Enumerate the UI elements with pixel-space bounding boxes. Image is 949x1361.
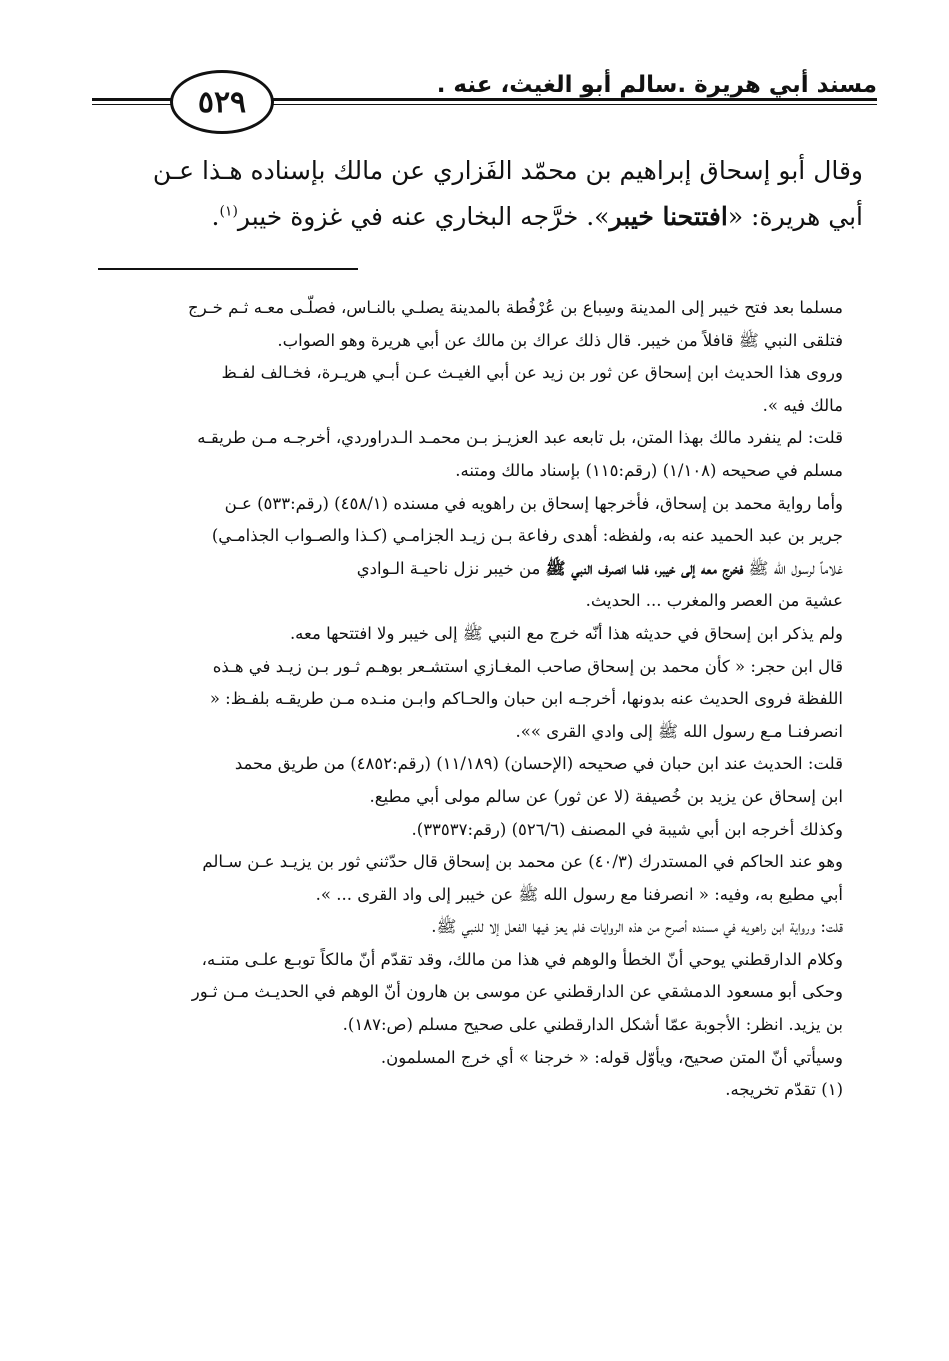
note-line: ولم يذكر ابن إسحاق في حديثه هذا أنّه خرج مع النبي ﷺ إلى خيبر ولا افتتحها معه. bbox=[289, 623, 843, 643]
note-line: وأما رواية محمد بن إسحاق، فأخرجها إسحاق بن راهويه في مسنده (٤٥٨/١) (رقم:٥٣٣) عـن bbox=[224, 493, 843, 513]
note-line: وحكى أبو مسعود الدمشقي عن الدارقطني عن موسى بن هارون أنّ الوهم في الحديـث مـن ثـور bbox=[191, 982, 843, 1002]
note-line: مالك فيه ». bbox=[762, 395, 843, 415]
main-line: وقال أبو إسحاق إبراهيم بن محمّد الفَزاري عن مالك بإسناده هـذا عـن bbox=[152, 156, 863, 185]
note-segment: من خيبر نزل ناحيـة الـوادي bbox=[356, 558, 546, 578]
note-line bbox=[123, 553, 843, 586]
main-text-segment: ». خرَّجه البخاري عنه في غزوة خيبر bbox=[237, 202, 610, 231]
note-line: وهو عند الحاكم في المستدرك (٤٠/٣) عن محمد بن إسحاق قال حدّثني ثور بن يزيـد عـن سـالم bbox=[202, 852, 843, 872]
note-line: قلت: الحديث عند ابن حبان في صحيحه (الإحسان) (١١/١٨٩) (رقم:٤٨٥٢) من طريق محمد bbox=[234, 754, 843, 774]
main-line bbox=[103, 194, 863, 240]
note-line: مسلما بعد فتح خيبر إلى المدينة وسِباع بن عُرْفُطة بالمدينة يصلـي بالنـاس، فصلّـى معـه ثـم خـرج bbox=[188, 298, 843, 317]
footnote-marker[interactable]: (١) bbox=[219, 203, 238, 220]
note-emphasis: فخرج معه إلى خيبر، فلما انصرف النبي ﷺ bbox=[545, 558, 744, 578]
note-line: وروى هذا الحديث ابن إسحاق عن ثور بن زيد عن أبي الغيـث عـن أبـي هريـرة، فخـالف لفـظ bbox=[221, 363, 843, 383]
main-text bbox=[103, 148, 863, 240]
note-line: مسلم في صحيحه (١/١٠٨) (رقم:١١٥) بإسناد مالك ومتنه. bbox=[455, 460, 843, 480]
note-line: وسيأتي أنّ المتن صحيح، ويأوّل قوله: « خرجنا » أي خرج المسلمون. bbox=[380, 1047, 843, 1067]
footnote-separator bbox=[98, 268, 358, 270]
note-line: جرير بن عبد الحميد عنه به، ولفظه: أهدى رفاعة بـن زيـد الجزامـي (كـذا والصـواب الجذامـي) bbox=[211, 526, 843, 546]
note-line: فتلقى النبي ﷺ قافلاً من خيبر. قال ذلك عراك بن مالك عن أبي هريرة وهو الصواب. bbox=[277, 330, 843, 350]
footnote-1: (١) تقدّم تخريجه. bbox=[725, 1080, 843, 1100]
note-line: ابن إسحاق عن يزيد بن خُصيفة (لا عن ثور) عن سالم مولى أبي مطيع. bbox=[369, 786, 843, 806]
footnotes bbox=[123, 292, 843, 1107]
main-text-segment: أبي هريرة: « bbox=[727, 202, 863, 231]
note-line: بن يزيد. انظر: الأجوبة عمّا أشكل الدارقطني على صحيح مسلم (ص:١٨٧). bbox=[342, 1015, 843, 1035]
note-line: قلت: لم ينفرد مالك بهذا المتن، بل تابعه عبد العزيـز بـن محمـد الـدراوردي، أخرجـه مـن طريقـه bbox=[197, 428, 843, 448]
note-line: عشية من العصر والمغرب ... الحديث. bbox=[585, 591, 843, 611]
quoted-hadith: افتتحنا خيبر bbox=[609, 202, 728, 231]
note-line: وكذلك أخرجه ابن أبي شيبة في المصنف (٥٢٦/٦) (رقم:٣٣٥٣٧). bbox=[411, 819, 843, 839]
note-line: انصرفنـا مـع رسول الله ﷺ إلى وادي القرى »». bbox=[515, 721, 843, 741]
note-line: قال ابن حجر: « كأن محمد بن إسحاق صاحب المغـازي استشـعر بوهـم ثـور بـن زيـد في هـذه bbox=[212, 656, 843, 676]
note-line: أبي مطيع به، وفيه: « انصرفنا مع رسول الله ﷺ عن خيبر إلى واد القرى ... ». bbox=[315, 884, 843, 904]
page-number: ٥٢٩ bbox=[170, 70, 274, 134]
note-line: وكلام الدارقطني يوحي أنّ الخطأ والوهم في هذا من مالك، وقد تقدّم أنّ مالكاً توبـع علـى متنـه، bbox=[201, 949, 843, 969]
note-line: اللفظة فروى الحديث عنه بدونها، أخرجـه ابن حبان والحـاكم وابـن منـده مـن طريقـه بلفـظ: « bbox=[209, 689, 843, 709]
main-text-segment: . bbox=[211, 202, 220, 231]
running-header bbox=[92, 60, 877, 140]
note-segment: غلاماً لرسول الله ﷺ bbox=[743, 558, 843, 578]
header-title: مسند أبي هريرة .سالم أبو الغيث، عنه . bbox=[436, 72, 877, 98]
note-line: قلت: ورواية ابن راهويه في مسنده أصرح من هذه الروايات فلم يعز فيها الفعل إلا للنبي ﷺ. bbox=[431, 917, 843, 937]
